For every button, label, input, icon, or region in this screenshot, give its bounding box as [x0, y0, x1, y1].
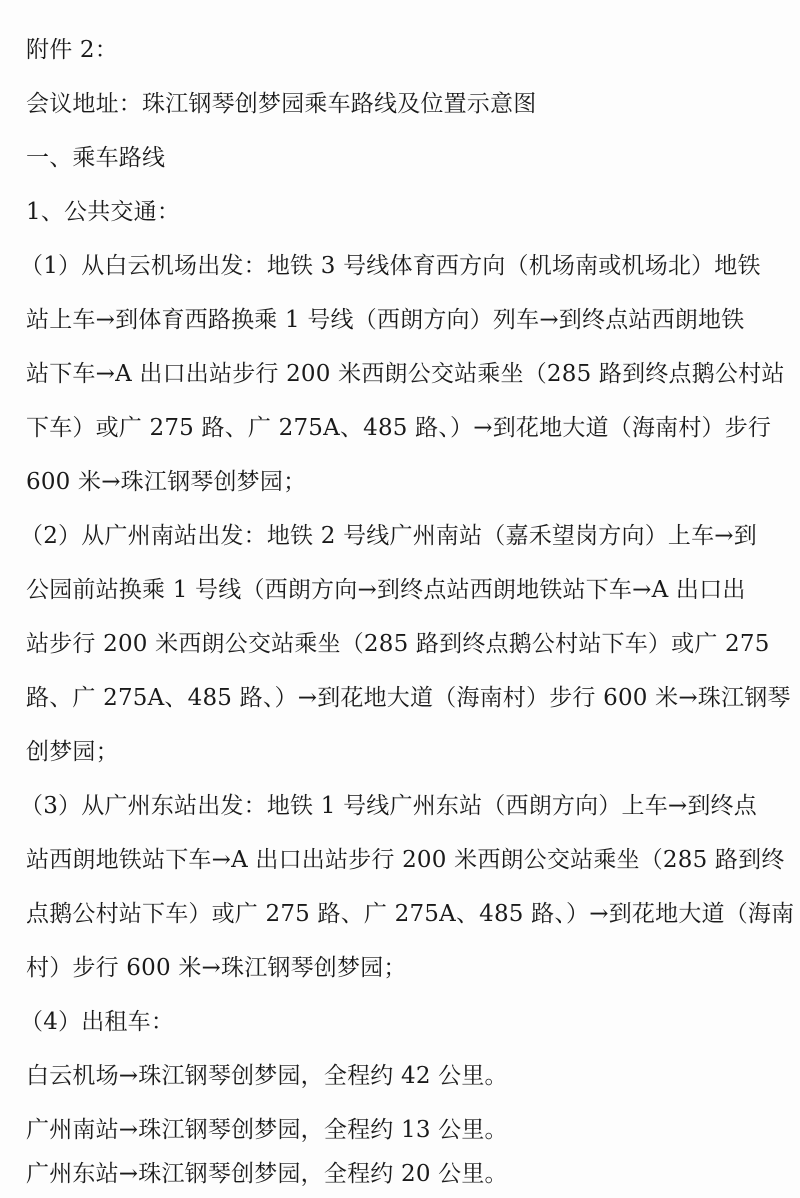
taxi-route-1: 白云机场→珠江钢琴创梦园，全程约 42 公里。 [26, 1063, 508, 1089]
attachment-label: 附件 2： [26, 37, 118, 63]
route-2-line-4: 路、广 275A、485 路、）→到花地大道（海南村）步行 600 米→珠江钢琴 [26, 685, 791, 711]
route-2-line-5: 创梦园； [26, 739, 119, 765]
route-3-line-3: 点鹅公村站下车）或广 275 路、广 275A、485 路、）→到花地大道（海南 [26, 901, 795, 927]
route-1-line-5: 600 米→珠江钢琴创梦园； [26, 469, 307, 495]
route-2-line-3: 站步行 200 米西朗公交站乘坐（285 路到终点鹅公村站下车）或广 275 [26, 631, 770, 657]
route-3-line-4: 村）步行 600 米→珠江钢琴创梦园； [26, 955, 407, 981]
taxi-route-3: 广州东站→珠江钢琴创梦园，全程约 20 公里。 [26, 1161, 508, 1187]
section-heading: 一、乘车路线 [26, 145, 166, 171]
route-2-line-1: （2）从广州南站出发：地铁 2 号线广州南站（嘉禾望岗方向）上车→到 [20, 523, 757, 549]
taxi-route-2: 广州南站→珠江钢琴创梦园，全程约 13 公里。 [26, 1117, 508, 1143]
route-1-line-1: （1）从白云机场出发：地铁 3 号线体育西方向（机场南或机场北）地铁 [20, 253, 761, 279]
subsection-heading: 1、公共交通： [26, 199, 181, 225]
route-3-line-2: 站西朗地铁站下车→A 出口出站步行 200 米西朗公交站乘坐（285 路到终 [26, 847, 785, 873]
route-1-line-3: 站下车→A 出口出站步行 200 米西朗公交站乘坐（285 路到终点鹅公村站 [26, 361, 785, 387]
route-2-line-2: 公园前站换乘 1 号线（西朗方向→到终点站西朗地铁站下车→A 出口出 [26, 577, 746, 603]
route-1-line-4: 下车）或广 275 路、广 275A、485 路、）→到花地大道（海南村）步行 [26, 415, 772, 441]
taxi-heading: （4）出租车： [20, 1009, 175, 1035]
route-1-line-2: 站上车→到体育西路换乘 1 号线（西朗方向）列车→到终点站西朗地铁 [26, 307, 745, 333]
document-title: 会议地址：珠江钢琴创梦园乘车路线及位置示意图 [26, 91, 537, 117]
route-3-line-1: （3）从广州东站出发：地铁 1 号线广州东站（西朗方向）上车→到终点 [20, 793, 757, 819]
